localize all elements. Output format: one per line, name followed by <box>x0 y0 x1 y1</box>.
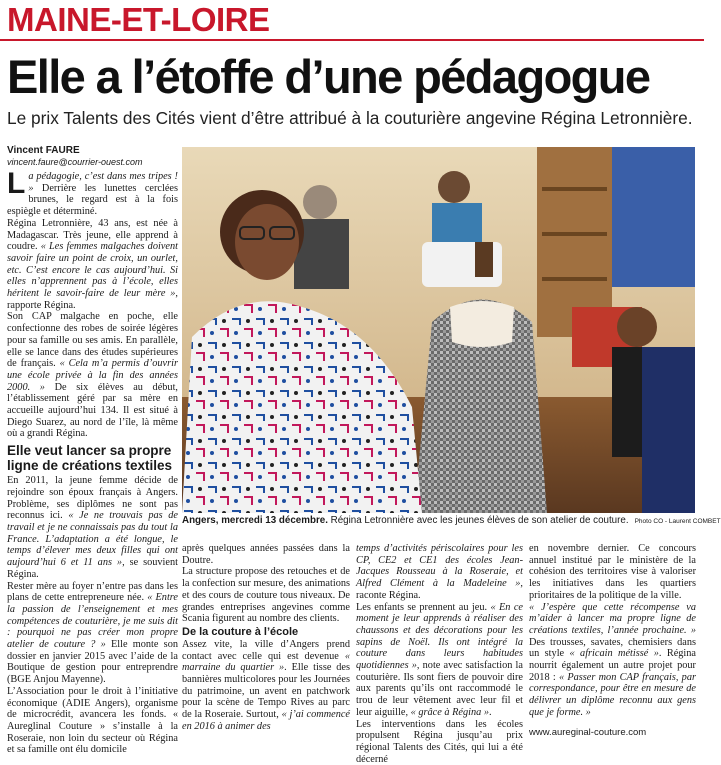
headline: Elle a l’étoffe d’une pédagogue <box>7 50 650 103</box>
article-column-3 <box>356 543 523 765</box>
paragraph: en novembre dernier. Ce concours annuel institué par le ministère de la cohésion des territoires vise à valoriser les initiatives dans les quartiers prioritaires de la politique de la ville. <box>529 543 696 601</box>
text: En 2011, la jeune femme décide de rejoindre son époux français à Angers. Problème, ses diplômes ne sont pas reconnus ici. <box>7 475 178 522</box>
text: . <box>488 706 492 718</box>
text: Des trousses, savates, chemisiers dans un style <box>529 636 696 660</box>
paragraph <box>7 475 178 580</box>
paragraph <box>529 602 696 719</box>
text: Derrière les lunettes cerclées brunes, le regard est à la fois espiègle et déterminé. <box>7 182 178 218</box>
photo-illustration <box>182 147 695 513</box>
photo-credit: Photo CO - Laurent COMBET <box>634 518 721 525</box>
quote: « Cela m’a permis d’ouvrir une école privée à la fin des années 2000. » <box>7 358 179 393</box>
quote: temps d’activités périscolaires pour les CP, CE2 et CE1 des écoles Jean-Jacques Rousseau à la Roseraie, et Alfred Clément à la Madeleine » <box>356 543 523 590</box>
text: , note avec satisfaction la couturière. Ils sont fiers de pouvoir dire aux parents qu’ils ont raccommodé le trou de leur vêtement avec leur fil et leur aiguille, <box>356 660 523 718</box>
paragraph <box>7 581 178 686</box>
article-column-4 <box>529 543 696 741</box>
text: , se souvient Régina. <box>7 557 178 580</box>
quote: « grâce à Régina » <box>410 706 489 718</box>
paragraph: La structure propose des retouches et de la confection sur mesure, des animations et des cours de couture tous niveaux. De grandes entreprises angevines comme Scania figurent au nombre des clients. <box>182 566 350 625</box>
subheading: De la couture à l’école <box>182 625 299 638</box>
paragraph <box>7 167 178 218</box>
section-title: MAINE-ET-LOIRE <box>7 1 270 38</box>
quote: « africain métissé » <box>569 648 659 660</box>
quote: « Je ne trouvais pas de travail et je ne connaissais pas du tout la France. L’adaptation a été longue, le temps d’élever mes deux filles qui ont aujourd’hui 6 et 11 ans » <box>7 510 178 569</box>
paragraph: Les interventions dans les écoles propulsent Régina jusqu’au prix régional Talents des Cités, qui lui a été décerné <box>356 718 523 765</box>
quote: « marraine du quartier » <box>182 650 350 674</box>
quote: « j’ai commencé en 2016 à animer des <box>182 709 350 732</box>
quote: a pédagogie, c’est dans mes tripes ! » <box>28 171 178 194</box>
photo-caption <box>182 515 721 526</box>
text: Les enfants se prennent au jeu. <box>356 601 491 613</box>
section-rule <box>0 39 704 41</box>
text: Régina Letronnière, 43 ans, est née à Madagascar. Très jeune, elle apprend à coudre. <box>7 217 178 253</box>
author-email: vincent.faure@courrier-ouest.com <box>7 157 143 167</box>
text: Rester mère au foyer n’entre pas dans les plans de cette entrepreneure née. <box>7 580 178 604</box>
paragraph: L’Association pour le droit à l’initiative économique (ADIE Angers), organisme de microcrédit, avancera les fonds. « Aureglinal Couture » s’installe à la Roseraie, non loin du secteur où Régina et sa famille ont élu domicile <box>7 685 178 756</box>
paragraph <box>7 311 178 440</box>
caption-text: Régina Letronnière avec les jeunes élèves de son atelier de couture. <box>327 515 629 526</box>
text: Elle monte son dossier en janvier 2015 avec l’aide de la Boutique de gestion pour entreprendre (BGE Anjou Mayenne). <box>7 639 178 686</box>
article-photo <box>182 147 695 513</box>
paragraph <box>356 543 523 602</box>
article-column-2 <box>182 543 350 741</box>
quote: « J’espère que cette récompense va m’aider à lancer ma propre ligne de créations textiles, l’année prochaine. » <box>529 601 696 636</box>
website-link[interactable]: www.aureginal-couture.com <box>529 727 647 739</box>
text: . Régina nourrit également un autre projet pour 2018 : <box>529 648 696 683</box>
author-name: Vincent FAURE <box>7 145 80 156</box>
text: . Elle tisse des bannières multicolores pour les Journées du patrimoine, un avent en patchwork pour la scène de Tempo Rives au parc de la Roseraie. Surtout, <box>182 662 350 721</box>
quote: « Les femmes malgaches doivent savoir faire un point de croix, un ourlet, etc. C’est encore le cas aujourd’hui. Si elles n’apprennent pas à l’école, elles héritent le savoir-faire de leur mère » <box>7 241 178 300</box>
quote: « Passer mon CAP français, par correspondance, pour être en mesure de délivrer un diplôme reconnu aux gens que je forme. » <box>529 671 696 718</box>
quote: « En ce moment je leur apprends à réaliser des chaussons et des décorations pour les sapins de Noël. Ils ont intégré la couture dans leurs habitudes quotidiennes » <box>356 601 523 672</box>
subtitle: Le prix Talents des Cités vient d’être attribué à la couturière angevine Régina Letronnière. <box>7 108 693 128</box>
article-column-1 <box>7 145 179 756</box>
text: Son CAP malgache en poche, elle confectionne des robes de soirée légères pour sa famille ou ses amis. En parallèle, elle se lance dans des études supérieures de français. <box>7 311 178 370</box>
text: , raconte Régina. <box>356 578 523 601</box>
paragraph <box>182 639 350 733</box>
paragraph <box>7 218 178 312</box>
paragraph: après quelques années passées dans la Doutre. <box>182 543 350 566</box>
paragraph <box>356 602 523 719</box>
quote: « Entre la passion de l’enseignement et mes compétences de couturière, je me suis dit : pourquoi ne pas créer mon propre atelier de couture ? » <box>7 592 178 651</box>
caption-place: Angers, mercredi 13 décembre. <box>182 515 328 526</box>
subheading: Elle veut lancer sa propre ligne de créations textiles <box>7 443 173 474</box>
text: De six élèves au début, l’établissement géré par sa mère en accueille aujourd’hui 134. Il est situé à Diego Suarez, au nord de l’île, là même où a grandi Régina. <box>7 381 179 440</box>
text: , rapporte Régina. <box>7 288 178 311</box>
text: Assez vite, la ville d’Angers prend contact avec celle qui est devenue <box>182 638 350 662</box>
drop-cap: L <box>7 167 26 200</box>
